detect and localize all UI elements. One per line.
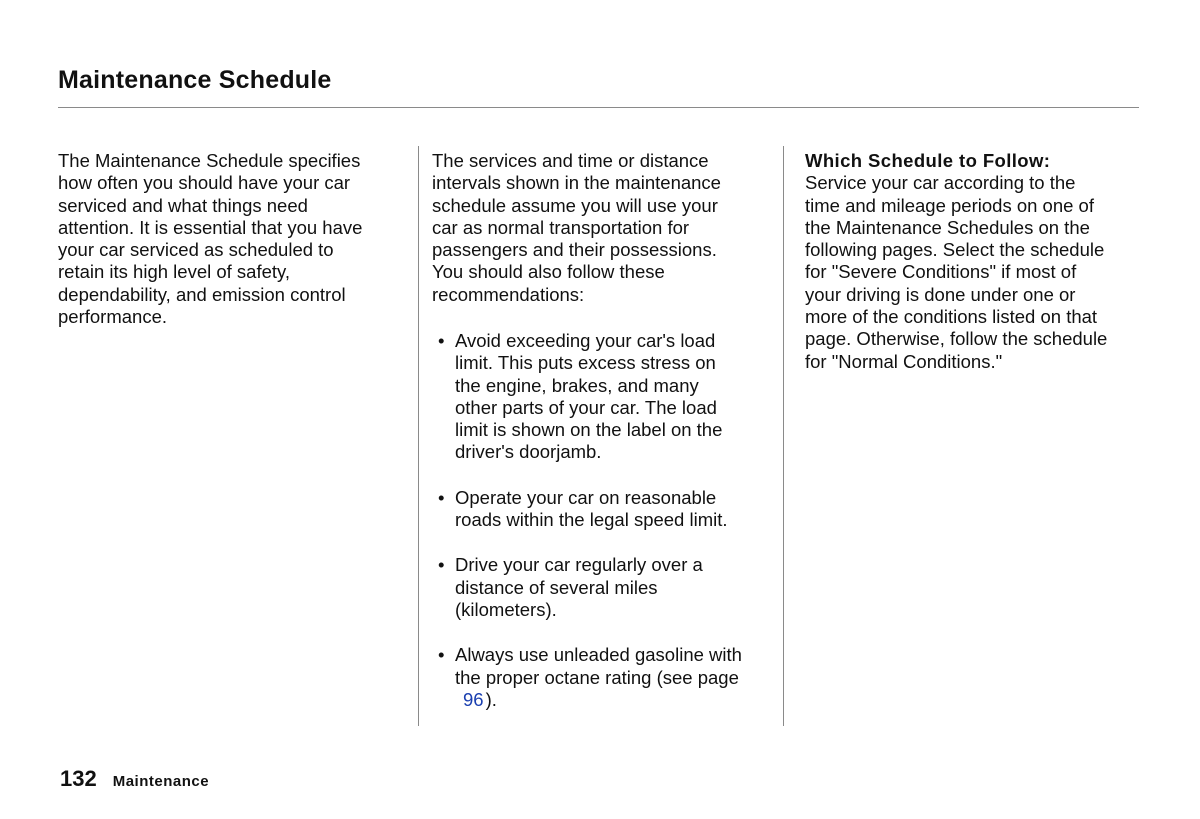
page-reference-link[interactable]: 96 xyxy=(463,688,484,710)
column-schedule-choice xyxy=(805,150,1145,373)
list-item xyxy=(438,644,783,711)
list-item-suffix: ). xyxy=(485,688,497,710)
list-item xyxy=(438,554,783,621)
list-item xyxy=(438,330,783,464)
column-recommendations xyxy=(432,150,777,306)
schedule-paragraph: Service your car according to the time and mileage periods on one of the Maintenance Schedules on the following pages. Select the schedule for "Severe Conditions" if most of your driving is done under one or more of the conditions listed on that page. Otherwise, follow the schedule for "Normal Conditions." xyxy=(805,172,1108,372)
column-intro xyxy=(58,150,403,328)
recommendations-list xyxy=(438,330,783,734)
list-item-text: Always use unleaded gasoline with the proper octane rating (see page xyxy=(455,644,742,688)
intro-paragraph: The Maintenance Schedule specifies how often you should have your car serviced and what things need attention. It is essential that you have your car serviced as scheduled to retain its high level of safety, dependability, and emission control performance. xyxy=(58,150,363,328)
list-item xyxy=(438,487,783,532)
bullet-icon: • xyxy=(438,554,445,576)
bullet-icon: • xyxy=(438,330,445,351)
recommendations-intro: The services and time or distance intervals shown in the maintenance schedule assume you will use your car as normal transportation for passengers and their possessions. You should also follow these recommendations: xyxy=(432,150,721,305)
footer-section-name: Maintenance xyxy=(112,773,210,790)
page-number: 132 xyxy=(60,766,97,791)
bullet-icon: • xyxy=(438,644,445,666)
list-item-text: Operate your car on reasonable roads within the legal speed limit. xyxy=(455,486,728,531)
column-divider-left xyxy=(418,146,419,726)
column-divider-right xyxy=(783,146,784,726)
page-title: Maintenance Schedule xyxy=(58,66,332,94)
list-item-text: Avoid exceeding your car's load limit. This puts excess stress on the engine, brakes, and many other parts of your car. The load limit is shown on the label on the driver's doorjamb. xyxy=(455,330,723,463)
section-heading: Which Schedule to Follow: xyxy=(805,150,1051,171)
list-item-text: Drive your car regularly over a distance of several miles (kilometers). xyxy=(455,554,703,620)
bullet-icon: • xyxy=(438,486,445,508)
page-footer xyxy=(60,766,209,792)
title-divider xyxy=(58,107,1139,108)
